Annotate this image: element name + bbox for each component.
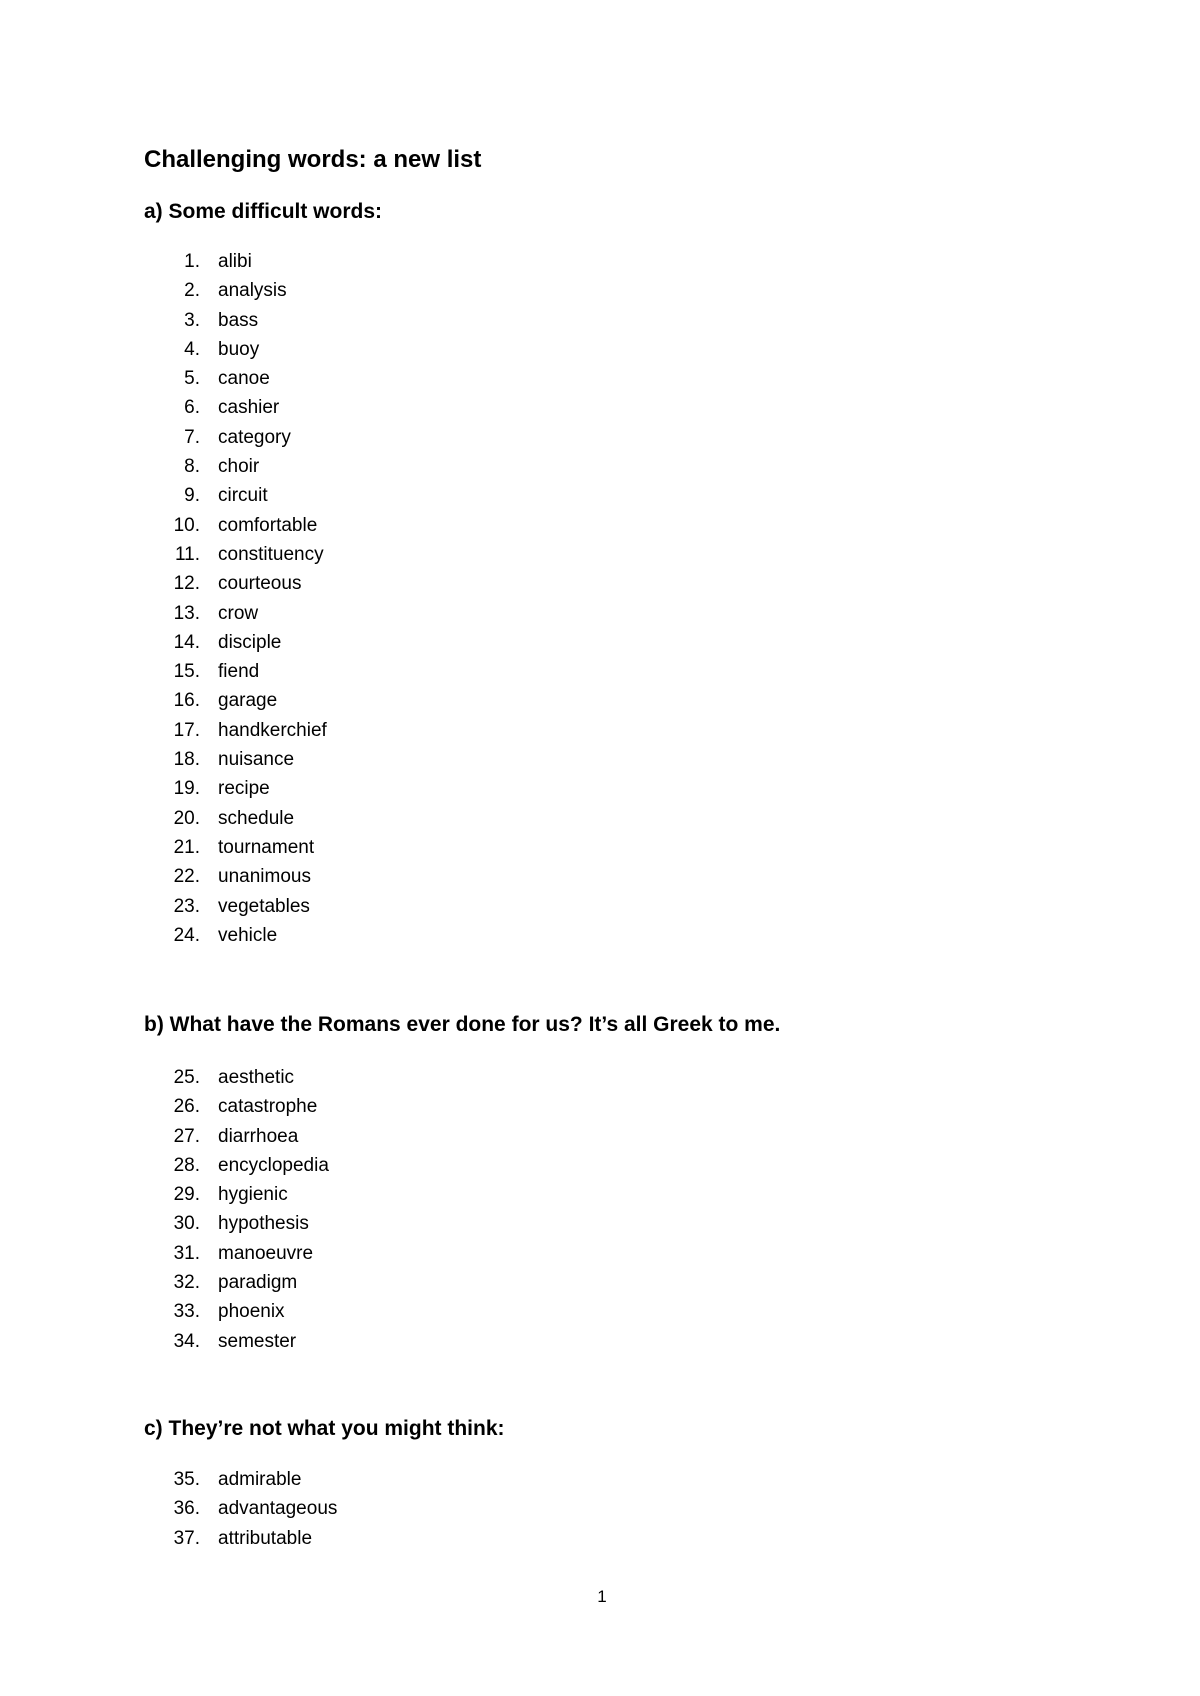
section-heading-b: b) What have the Romans ever done for us? It’s all Greek to me. <box>144 1013 781 1036</box>
list-item-word: diarrhoea <box>218 1125 299 1147</box>
list-item-number: 2. <box>184 280 200 302</box>
list-item-number: 34. <box>173 1330 200 1352</box>
list-item-number: 14. <box>173 631 200 653</box>
list-item-word: buoy <box>218 338 260 360</box>
section-heading-c: c) They’re not what you might think: <box>144 1417 505 1440</box>
list-item-number: 30. <box>173 1213 200 1235</box>
list-item-word: comfortable <box>218 514 318 536</box>
page-number: 1 <box>597 1587 607 1606</box>
list-item-word: vegetables <box>218 895 310 917</box>
list-item-word: vehicle <box>218 924 278 946</box>
list-item-number: 15. <box>173 661 200 683</box>
list-item-word: encyclopedia <box>218 1154 329 1176</box>
list-item-word: alibi <box>218 251 252 272</box>
list-item-word: paradigm <box>218 1272 298 1294</box>
list-item-number: 16. <box>173 690 200 712</box>
list-item-word: catastrophe <box>218 1096 318 1118</box>
list-item-number: 18. <box>173 749 200 771</box>
list-item-number: 37. <box>173 1527 200 1549</box>
list-item-number: 19. <box>173 778 200 800</box>
list-item-word: disciple <box>218 631 282 653</box>
list-item-word: tournament <box>218 836 315 858</box>
list-item-number: 33. <box>173 1301 200 1323</box>
list-item-number: 7. <box>184 426 200 448</box>
list-item-number: 32. <box>173 1272 200 1294</box>
document-title: Challenging words: a new list <box>144 146 482 173</box>
list-item-word: circuit <box>218 485 268 507</box>
list-item-word: category <box>218 426 291 448</box>
list-item-number: 20. <box>173 807 200 829</box>
list-item-word: admirable <box>218 1469 302 1490</box>
list-item-number: 9. <box>184 485 200 507</box>
list-item-number: 12. <box>173 573 200 595</box>
list-item-number: 17. <box>173 719 200 741</box>
list-item-number: 4. <box>184 338 200 360</box>
list-item-number: 31. <box>173 1242 200 1264</box>
list-item-word: unanimous <box>218 866 311 888</box>
list-item-number: 1. <box>184 251 200 272</box>
list-item-number: 22. <box>173 866 200 888</box>
list-item-word: schedule <box>218 807 295 829</box>
list-item-word: hygienic <box>218 1184 288 1206</box>
list-item-word: advantageous <box>218 1498 338 1520</box>
list-item-number: 29. <box>173 1184 200 1206</box>
list-item-word: hypothesis <box>218 1213 309 1235</box>
list-item-word: cashier <box>218 397 280 419</box>
list-item-number: 27. <box>173 1125 200 1147</box>
list-item-word: crow <box>218 602 259 624</box>
list-item-word: courteous <box>218 573 302 595</box>
list-item-word: handkerchief <box>218 719 327 741</box>
list-item-word: nuisance <box>218 749 295 771</box>
list-item-number: 11. <box>174 543 200 565</box>
list-item-number: 5. <box>184 368 200 390</box>
list-item-number: 8. <box>184 456 200 478</box>
list-item-word: aesthetic <box>218 1067 295 1088</box>
list-item-number: 24. <box>173 924 200 946</box>
list-item-number: 6. <box>184 397 200 419</box>
list-item-number: 35. <box>173 1469 200 1490</box>
section-heading-a: a) Some difficult words: <box>144 200 383 223</box>
list-item-number: 26. <box>173 1096 200 1118</box>
list-item-word: canoe <box>218 368 270 390</box>
list-item-word: recipe <box>218 778 270 800</box>
list-item-number: 36. <box>173 1498 200 1520</box>
list-item-number: 21. <box>173 836 200 858</box>
list-item-word: bass <box>218 309 259 331</box>
list-item-number: 23. <box>173 895 200 917</box>
list-item-word: attributable <box>218 1527 313 1549</box>
list-item-word: manoeuvre <box>218 1242 314 1264</box>
list-item-number: 13. <box>173 602 200 624</box>
list-item-number: 28. <box>173 1154 200 1176</box>
list-item-word: constituency <box>218 543 324 565</box>
list-item-number: 10. <box>173 514 200 536</box>
list-item-number: 25. <box>173 1067 200 1088</box>
list-item-word: garage <box>218 690 278 712</box>
list-item-word: analysis <box>218 280 287 302</box>
list-item-word: semester <box>218 1330 297 1352</box>
list-item-number: 3. <box>184 309 200 331</box>
list-item-word: phoenix <box>218 1301 285 1323</box>
list-item-word: fiend <box>218 661 260 683</box>
list-item-word: choir <box>218 456 260 478</box>
